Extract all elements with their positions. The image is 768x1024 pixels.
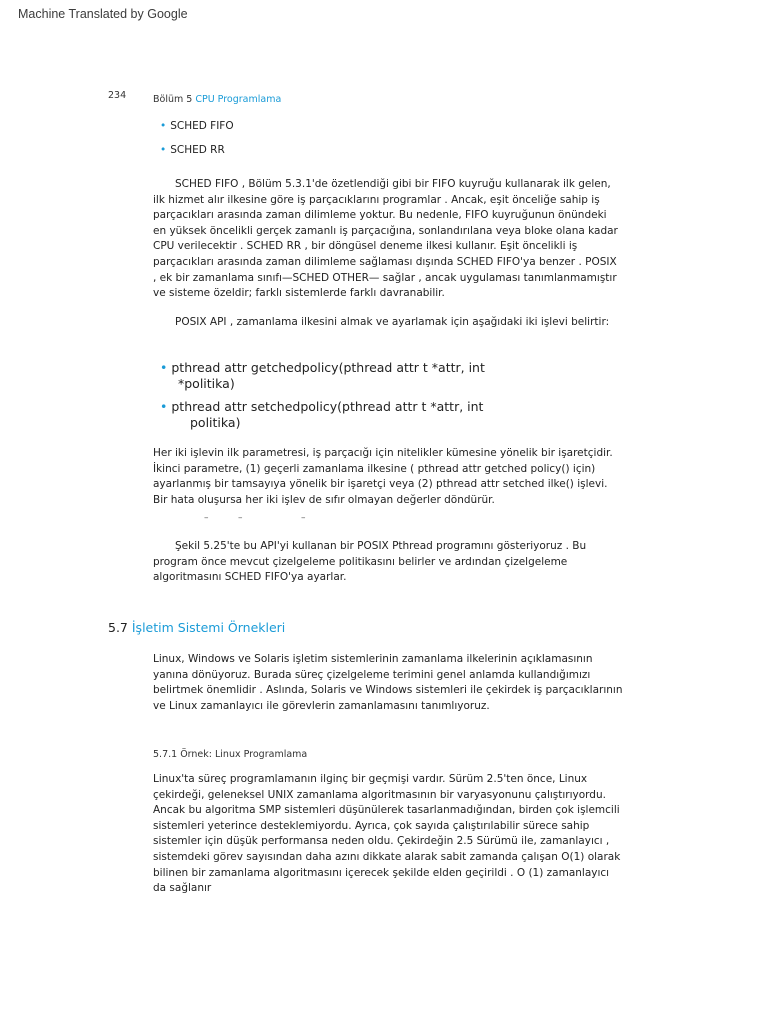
paragraph-os-examples [153, 652, 623, 714]
running-header [153, 94, 281, 105]
dash-mark: – [301, 513, 306, 523]
paragraph-text: POSIX API , zamanlama ilkesini almak ve ayarlamak için aşağıdaki iki işlevi belirtir: [175, 316, 610, 328]
function-setchedpolicy [160, 399, 483, 431]
page-number: 234 [108, 90, 127, 101]
bullet-dot-icon: • [160, 144, 167, 156]
chapter-title: CPU Programlama [195, 94, 282, 105]
dash-mark: – [238, 513, 243, 523]
subsection-heading: 5.7.1 Örnek: Linux Programlama [153, 749, 308, 760]
paragraph-text: Şekil 5.25'te bu API'yi kullanan bir POSIX Pthread programını gösteriyoruz . Bu program önce mevcut çizelgeleme politikasını belirler ve ardından çizelgeleme algoritmasını SCHED FIFO'ya ayarlar. [153, 540, 587, 584]
bullet-sched-rr [160, 144, 225, 156]
paragraph-text: Linux'ta süreç programlamanın ilginç bir geçmişi vardır. Sürüm 2.5'ten önce, Linux çekirdeği, geleneksel UNIX zamanlama algoritmasının bir varyasyonunu çalıştırıyordu. Ancak bu algoritma SMP sistemleri düşünülerek tasarlanmadığından, birden çok işlemcili sistemleri yeterince desteklemiyordu. Ayrıca, çok sayıda çalıştırılabilir sürece sahip sistemler için düşük performansa neden oldu. Çekirdeğin 2.5 Sürümü ile, zamanlayıcı , sistemdeki görev sayısından daha azını dikkate alarak sabit zamanda çalışan O(1) olarak bilinen bir zamanlama algoritmasını içerecek şekilde elden geçirildi . O (1) zamanlayıcı da sağlanır [153, 773, 621, 895]
machine-translated-banner: Machine Translated by Google [18, 7, 188, 21]
function-signature-line1: pthread attr setchedpolicy(pthread attr t *attr, int [171, 399, 484, 414]
function-signature-line2: *politika) [178, 376, 235, 391]
paragraph-parameters [153, 446, 623, 508]
chapter-prefix: Bölüm 5 [153, 94, 196, 105]
paragraph-posix-api [153, 315, 623, 331]
bullet-sched-fifo [160, 120, 234, 132]
function-signature-line1: pthread attr getchedpolicy(pthread attr t *attr, int [171, 360, 485, 375]
section-title: İşletim Sistemi Örnekleri [131, 620, 286, 635]
paragraph-linux-scheduling [153, 772, 623, 897]
section-number: 5.7 [108, 620, 128, 635]
paragraph-text: Linux, Windows ve Solaris işletim sistemlerinin zamanlama ilkelerinin açıklamasının yanına dönüyoruz. Burada süreç çizelgeleme terimini genel anlamda kullandığımızı belirtmek önemlidir . Aslında, Solaris ve Windows sistemleri ile çekirdek iş parçacıklarının ve Linux zamanlayıcı ile görevlerin zamanlamasını tanımlıyoruz. [153, 653, 623, 712]
paragraph-figure-ref [153, 539, 623, 586]
bullet-label: SCHED RR [170, 144, 225, 156]
paragraph-text: SCHED FIFO , Bölüm 5.3.1'de özetlendiği gibi bir FIFO kuyruğu kullanarak ilk gelen, ilk hizmet alır ilkesine göre iş parçacıklarını programlar . Ancak, eşit önceliğe sahip iş parçacıkları arasında zaman dilimleme yoktur. Bu nedenle, FIFO kuyruğunun önündeki en yüksek öncelikli gerçek zamanlı iş parçacığına, sonlandırılana veya bloke olana kadar CPU verilecektir . SCHED RR , bir döngüsel deneme ilkesi kullanır. Eşit öncelikli iş parçacıkları arasında zaman dilimleme sağlaması dışında SCHED FIFO'ya benzer . POSIX , ek bir zamanlama sınıfı—SCHED OTHER— sağlar , ancak uygulaması tanımlanmamıştır ve sisteme özeldir; farklı sistemlerde farklı davranabilir. [153, 178, 618, 300]
bullet-dot-icon: • [160, 399, 168, 414]
paragraph-sched-fifo [153, 177, 623, 302]
bullet-dot-icon: • [160, 120, 167, 132]
bullet-dot-icon: • [160, 360, 168, 375]
section-heading [108, 620, 285, 635]
paragraph-text: Her iki işlevin ilk parametresi, iş parçacığı için nitelikler kümesine yönelik bir işaretçidir. İkinci parametre, (1) geçerli zamanlama ilkesine ( pthread attr getched policy() için) ayarlanmış bir tamsayıya yönelik bir işaretçi veya (2) pthread attr setched ilke() işlevi. Bir hata oluşursa her iki işlev de sıfır olmayan değerler döndürür. [153, 447, 613, 506]
dash-mark: – [204, 513, 209, 523]
function-signature-line2: politika) [190, 415, 241, 430]
bullet-label: SCHED FIFO [170, 120, 234, 132]
function-getchedpolicy [160, 360, 485, 392]
